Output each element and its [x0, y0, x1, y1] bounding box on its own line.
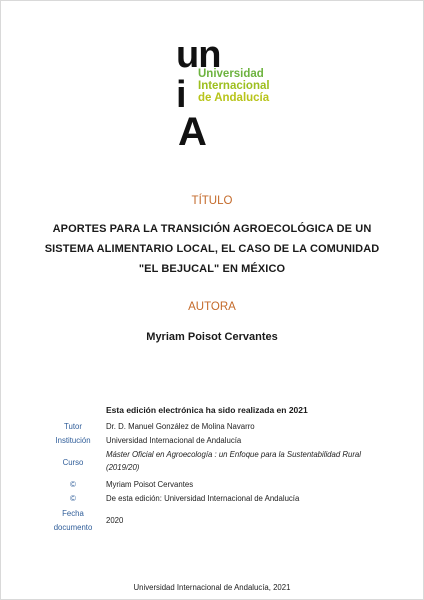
titulo-label: TÍTULO — [191, 195, 233, 207]
title-line-2: SISTEMA ALIMENTARIO LOCAL, EL CASO DE LA COMUNIDAD — [44, 243, 380, 255]
curso-value-1: Máster Oficial en Agroecología : un Enfoque para la Sustentabilidad Rural — [106, 450, 361, 459]
institucion-label: Institución — [55, 436, 91, 445]
fecha-value: 2020 — [106, 516, 124, 525]
title-line-3: "EL BEJUCAL" EN MÉXICO — [138, 263, 286, 275]
footer-text: Universidad Internacional de Andalucía, 2021 — [133, 583, 291, 592]
curso-label: Curso — [62, 458, 84, 467]
logo-wordmark — [198, 68, 298, 104]
copyright-author-value: Myriam Poisot Cervantes — [106, 480, 194, 489]
copyright-author-label: © — [70, 480, 76, 489]
title-line-1: APORTES PARA LA TRANSICIÓN AGROECOLÓGICA DE UN — [52, 223, 372, 235]
copyright-edition-value: De esta edición: Universidad Internacional de Andalucía — [106, 494, 300, 503]
author-name: Myriam Poisot Cervantes — [146, 331, 278, 343]
institucion-value: Universidad Internacional de Andalucía — [106, 436, 242, 445]
fecha-label-1: Fecha — [62, 509, 84, 518]
logo-letter-a: A — [178, 110, 207, 154]
uia-logo — [176, 36, 276, 152]
autora-label: AUTORA — [188, 301, 236, 313]
logo-line-2: Internacional — [198, 80, 270, 92]
fecha-label-2: documento — [53, 523, 93, 532]
edition-note: Esta edición electrónica ha sido realizada en 2021 — [106, 405, 308, 415]
curso-value-2: (2019/20) — [106, 463, 140, 472]
copyright-edition-label: © — [70, 494, 76, 503]
logo-letter-i: i — [176, 74, 187, 116]
tutor-value: Dr. D. Manuel González de Molina Navarro — [106, 422, 255, 431]
logo-line-1: Universidad — [198, 68, 264, 80]
logo-line-3: de Andalucía — [198, 92, 270, 104]
logo-letters-un: un — [176, 34, 221, 76]
tutor-label: Tutor — [64, 422, 82, 431]
